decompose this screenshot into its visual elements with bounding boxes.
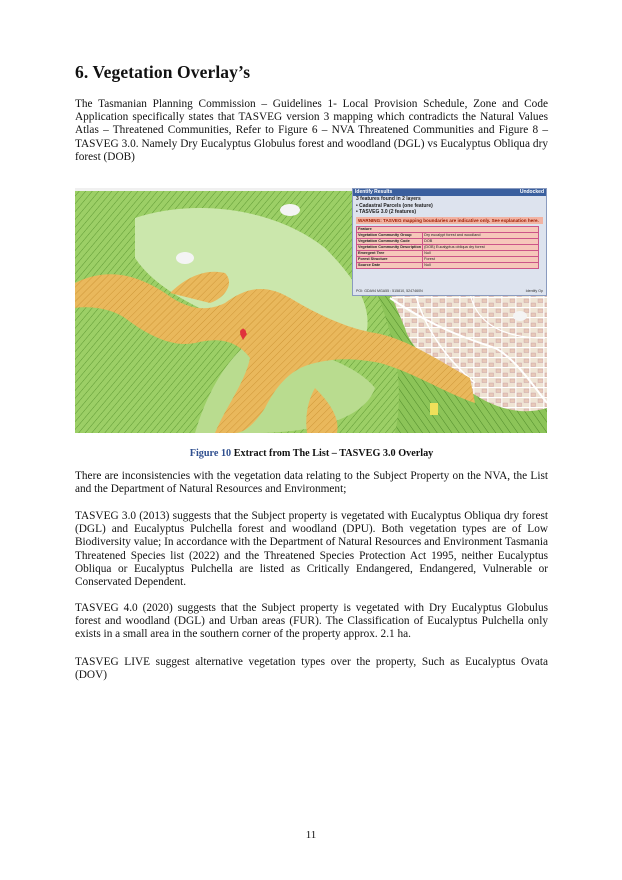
attr-key: Vegetation Community Description: [358, 245, 422, 249]
feature-label: Feature: [357, 227, 539, 233]
page-number: 11: [305, 829, 317, 841]
identify-results-panel: [352, 188, 547, 296]
figure-caption: [75, 448, 548, 459]
identify-panel-titlebar: [353, 189, 546, 196]
attr-value: Null: [423, 263, 539, 269]
attr-value: Dry eucalypt forest and woodland: [423, 233, 539, 239]
attr-value: DOB: [423, 239, 539, 245]
intro-paragraph: The Tasmanian Planning Commission – Guidelines 1- Local Provision Schedule, Zone and Code Application specifically states that TASVEG version 3 mapping which contradicts the Natural Values Atlas – Threatened Communities, Refer to Figure 6 – NVA Threatened Communities and Figure 8 – TASVEG 3.0. Namely Dry Eucalyptus Globulus forest and woodland (DGL) vs Eucalyptus Obliqua dry forest (DOB): [75, 98, 548, 163]
map-figure: [75, 188, 547, 433]
undock-label: Undocked: [519, 189, 544, 195]
figure-number: Figure 10: [189, 448, 232, 459]
paragraph: There are inconsistencies with the vegetation data relating to the Subject Property on the NVA, the List and the Department of Natural Resources and Environment;: [75, 470, 548, 496]
attr-key: Source Date: [357, 263, 423, 269]
attr-key: Vegetation Community Group: [357, 233, 423, 239]
attr-key: Emergent Tree: [357, 251, 423, 257]
attr-value: Forest: [423, 257, 539, 263]
table-row: [357, 263, 539, 269]
feature-summary: 3 features found in 2 layers: [356, 196, 421, 202]
identify-panel-title: Identify Results: [355, 189, 393, 195]
warning-banner: WARNING: TASVEG mapping boundaries are indicative only. See explanation here.: [356, 217, 543, 225]
attr-value: Null: [423, 251, 539, 257]
layer-item: • Cadastral Parcels (one feature): [356, 202, 433, 209]
coordinate-readout: POI: GDA94 MGA55 : 515810, 5247460N: [356, 289, 423, 293]
identify-options-link: Identify Op: [525, 289, 543, 293]
paragraph: TASVEG 3.0 (2013) suggests that the Subject property is vegetated with Eucalyptus Obliqua dry forest (DGL) and Eucalyptus Pulchella forest and woodland (DPU). Both vegetation types are of Low Biodiversity value; In accordance with the Department of Natural Resources and Environment Tasmania Threatened Species list (2022) and the Threatened Species Protection Act 1995, neither Eucalyptus Obliqua or Eucalyptus Pulchella are listed as Critically Endangered, Endangered, Vulnerable or Conservated Dependent.: [75, 510, 548, 589]
attr-value: (DOB) Eucalyptus obliqua dry forest: [423, 245, 539, 251]
paragraph: TASVEG 4.0 (2020) suggests that the Subject property is vegetated with Dry Eucalyptus Globulus forest and woodland (DGL) and Urban areas (FUR). The Classification of Eucalyptus Pulchella only exists in a small area in the southern corner of the property approx. 2.1 ha.: [75, 602, 548, 641]
caption-text: Extract from The List – TASVEG 3.0 Overlay: [231, 448, 434, 459]
layer-item: • TASVEG 3.0 (2 features): [356, 209, 417, 215]
paragraph: TASVEG LIVE suggest alternative vegetation types over the property, Such as Eucalyptus Ovata (DOV): [75, 656, 548, 682]
attr-key: Vegetation Community Code: [357, 239, 423, 245]
section-heading: 6. Vegetation Overlay’s: [75, 62, 251, 82]
attr-key: Forest Structure: [357, 257, 423, 263]
attribute-table: [356, 226, 539, 269]
